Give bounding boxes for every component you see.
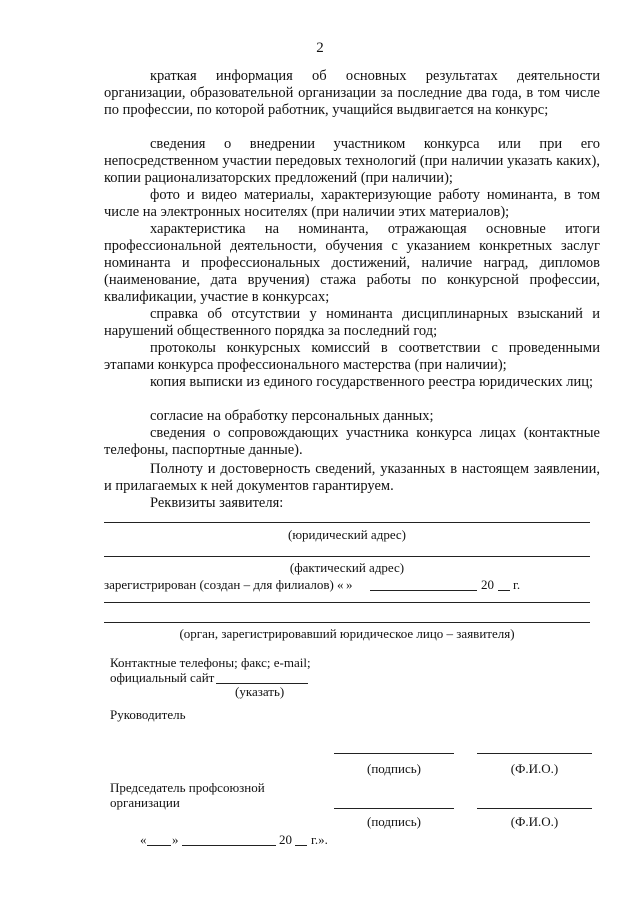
specify-caption: (указать) <box>235 684 285 699</box>
authority-caption: (орган, зарегистрировавший юридическое лицо – заявителя) <box>179 626 515 641</box>
head-fio-caption: (Ф.И.О.) <box>510 761 559 776</box>
union-fio-caption: (Ф.И.О.) <box>510 814 559 829</box>
date-day-line[interactable] <box>147 845 171 846</box>
union-chair-label-2: организации <box>110 795 180 810</box>
item-brief-info: краткая информация об основных результатах деятельности организации, образовательной организации за последние два года, в том числе по профессии, по которой работник, учащийся выдвигается на конкурс; <box>104 68 600 118</box>
date-close-quote: » <box>172 832 179 847</box>
contacts-label: Контактные телефоны; факс; e-mail; <box>110 655 311 670</box>
legal-address-line[interactable] <box>104 522 590 523</box>
requisites-heading: Реквизиты заявителя: <box>150 495 284 511</box>
date-month-line[interactable] <box>182 845 276 846</box>
registered-prefix: зарегистрирован (создан – для филиалов) « <box>104 577 344 592</box>
head-label: Руководитель <box>110 707 186 722</box>
item-characteristic: характеристика на номинанта, отражающая основные итоги профессиональной деятельности, обучения с указанием конкретных заслуг номинанта и профессиональных достижений, наличие наград, дипломов (наименование, дата вручения) стажа работы по конкурсной профессии, квалификации, участие в конкурсах; <box>104 221 600 305</box>
website-label: официальный сайт <box>110 670 215 685</box>
authority-line-1[interactable] <box>104 602 590 603</box>
legal-address-caption: (юридический адрес) <box>287 527 407 542</box>
head-signature-line[interactable] <box>334 753 454 754</box>
item-consent: согласие на обработку персональных данных; <box>150 408 434 424</box>
union-signature-caption: (подпись) <box>367 814 421 829</box>
registered-month-line[interactable] <box>370 590 477 591</box>
item-technologies: сведения о внедрении участником конкурса или при его непосредственном участии передовых технологий (при наличии указать каких), копии рационализаторских предложений (при наличии); <box>104 136 600 186</box>
item-protocols: протоколы конкурсных комиссий в соответствии с проведенными этапами конкурса профессионального мастерства (при наличии); <box>104 340 600 373</box>
item-registry-extract: копия выписки из единого государственного реестра юридических лиц; <box>150 374 594 390</box>
page-number: 2 <box>316 40 324 56</box>
union-signature-line[interactable] <box>334 808 454 809</box>
date-open-quote: « <box>140 832 147 847</box>
actual-address-caption: (фактический адрес) <box>289 560 405 575</box>
registered-year: 20 <box>481 577 494 592</box>
item-no-penalties: справка об отсутствии у номинанта дисциплинарных взысканий и нарушений общественного порядка за последний год; <box>104 306 600 339</box>
head-fio-line[interactable] <box>477 753 592 754</box>
date-year-line[interactable] <box>295 845 307 846</box>
head-signature-caption: (подпись) <box>367 761 421 776</box>
authority-line-2[interactable] <box>104 622 590 623</box>
guarantee-statement: Полноту и достоверность сведений, указанных в настоящем заявлении, и прилагаемых к ней документов гарантируем. <box>104 461 600 494</box>
registered-quote-close: » <box>346 577 353 592</box>
union-fio-line[interactable] <box>477 808 592 809</box>
registered-year-suffix: г. <box>513 577 521 592</box>
union-chair-label-1: Председатель профсоюзной <box>110 780 265 795</box>
item-escorts: сведения о сопровождающих участника конкурса лицах (контактные телефоны, паспортные данные). <box>104 425 600 458</box>
date-suffix: г.». <box>311 832 328 847</box>
item-photo-video: фото и видео материалы, характеризующие работу номинанта, в том числе на электронных носителях (при наличии этих материалов); <box>104 187 600 220</box>
registered-year-line[interactable] <box>498 590 510 591</box>
date-year: 20 <box>279 832 292 847</box>
actual-address-line[interactable] <box>104 556 590 557</box>
